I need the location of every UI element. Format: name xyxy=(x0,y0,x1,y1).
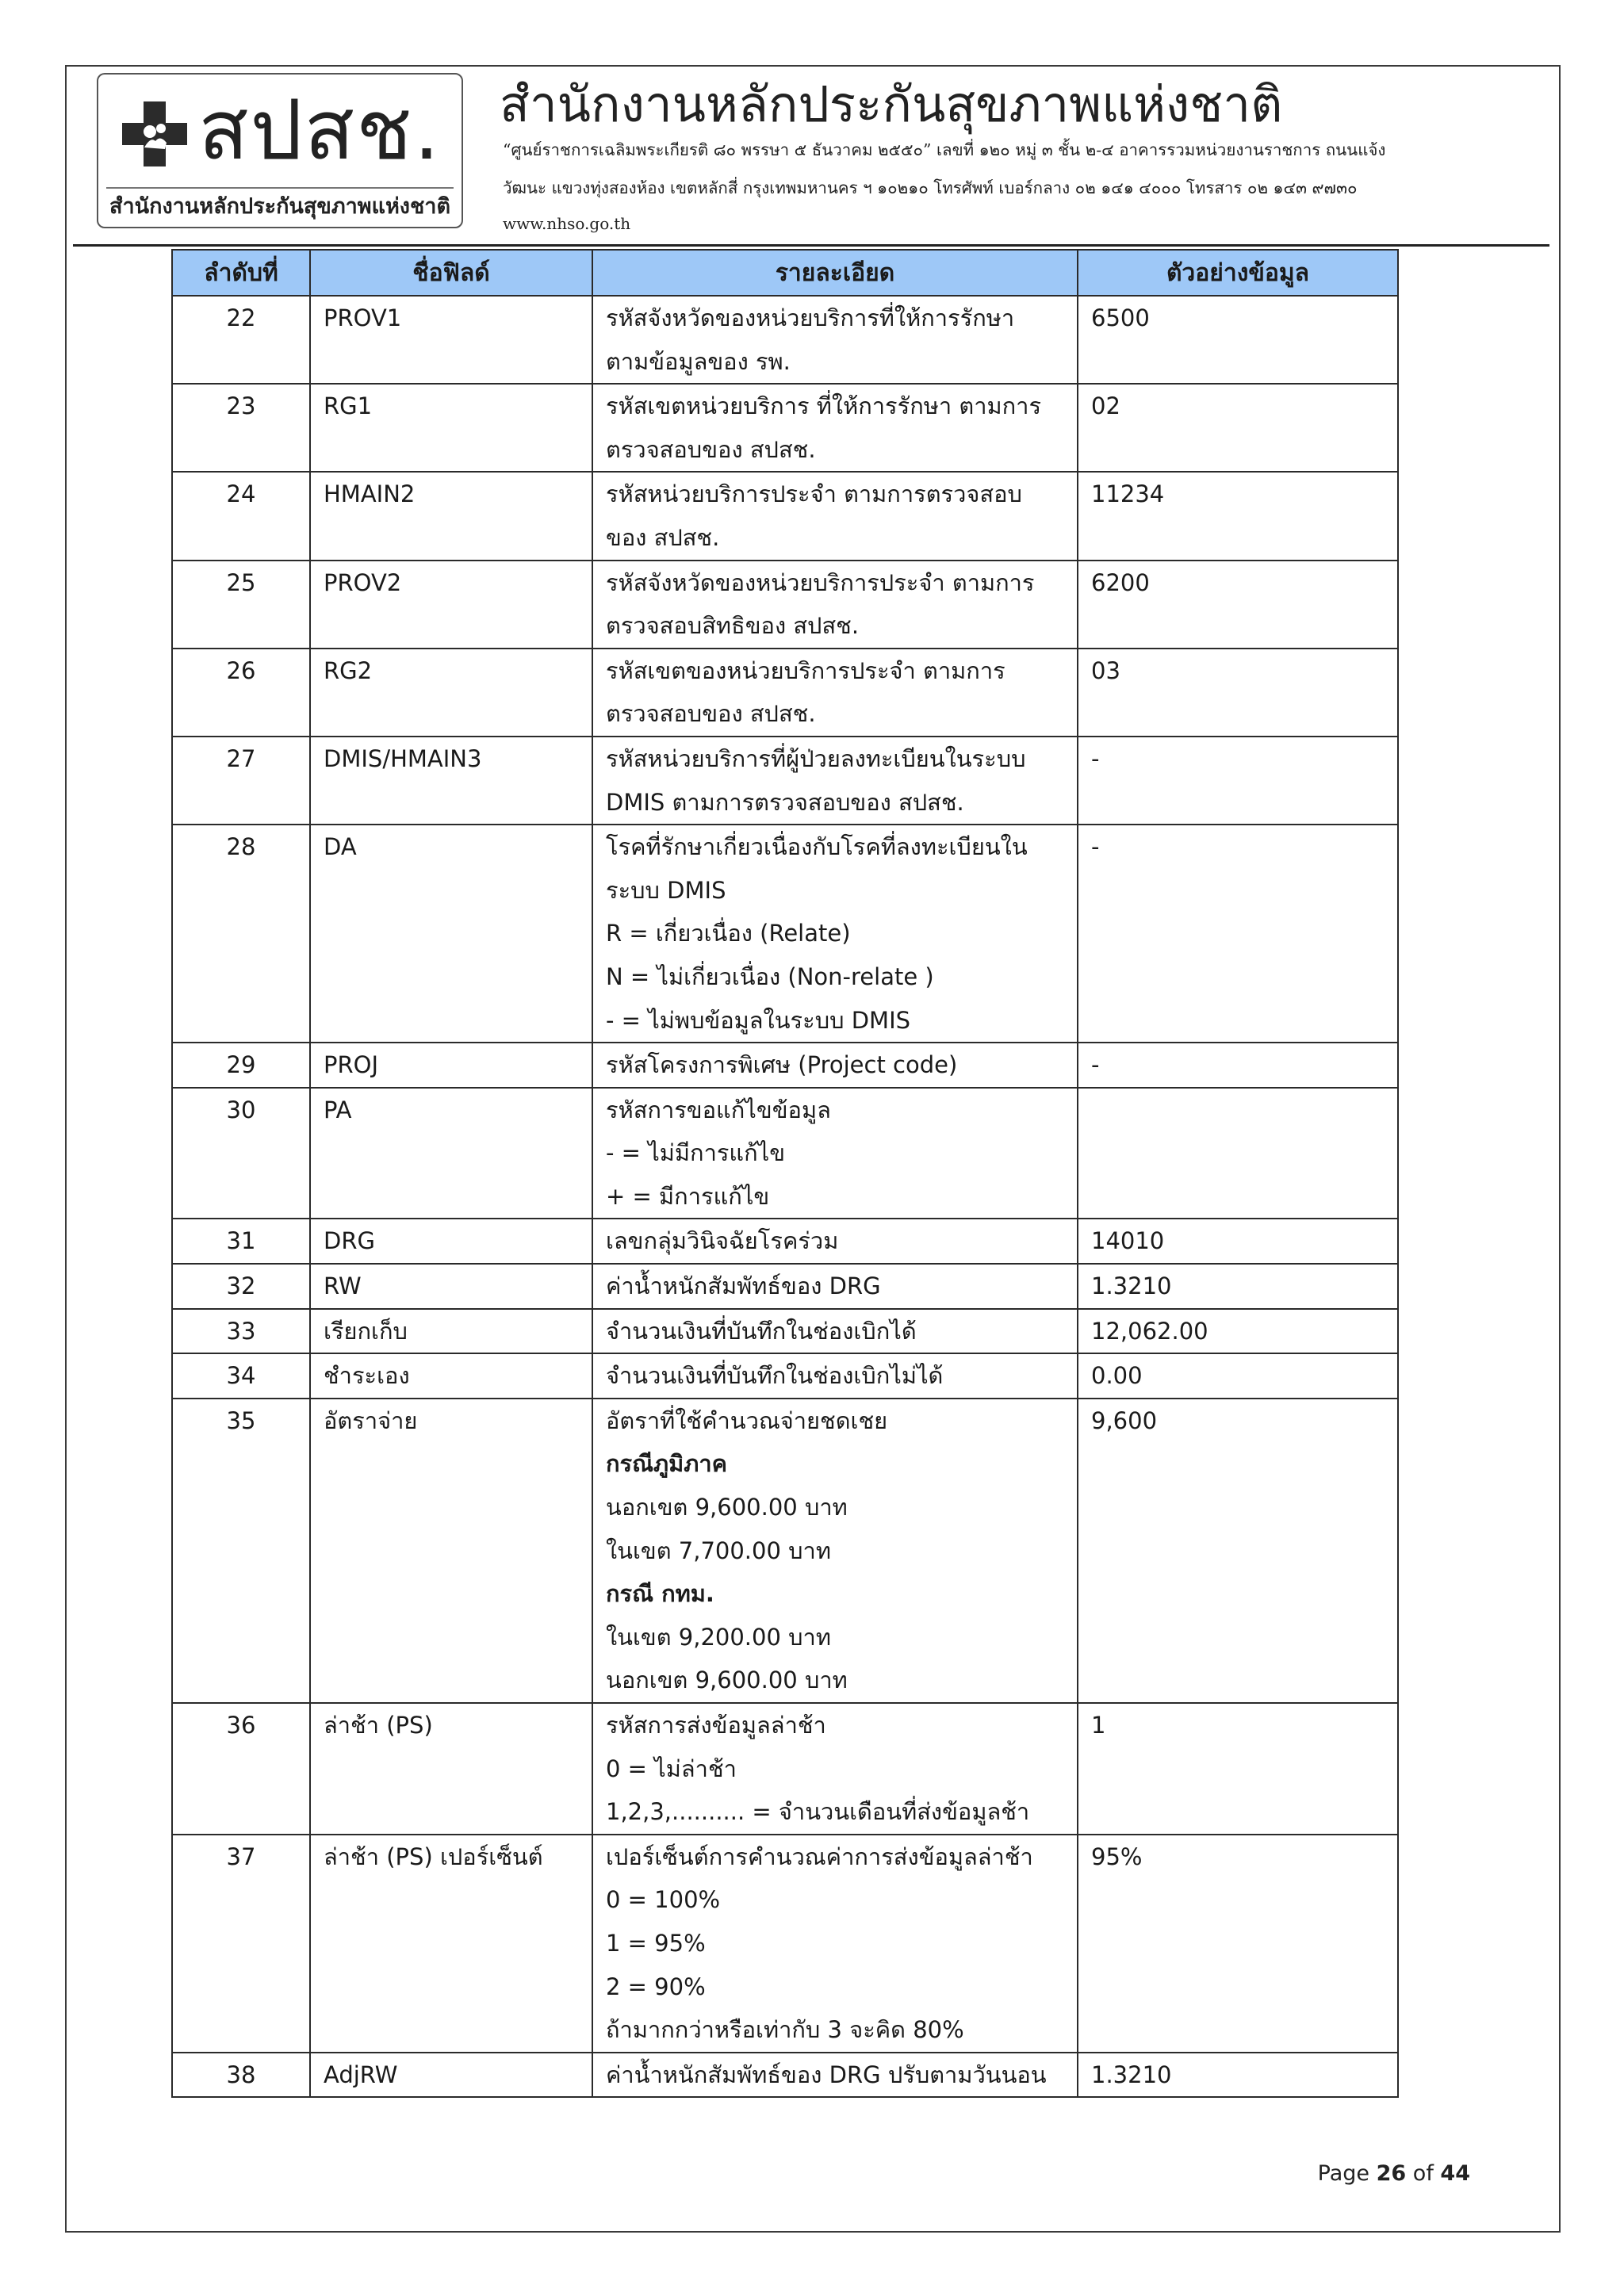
example-value: 0.00 xyxy=(1091,1362,1143,1390)
example-value: 6200 xyxy=(1091,568,1150,596)
order-number: 27 xyxy=(226,744,256,772)
agency-address-line-1: “ศูนย์ราชการเฉลิมพระเกียรติ ๘๐ พรรษา ๕ ธันวาคม ๒๕๕๐” เลขที่ ๑๒๐ หมู่ ๓ ชั้น ๒-๔ อาคารรวมหน่วยงานราชการ ถนนแจ้ง xyxy=(503,140,1386,159)
table-header-row xyxy=(172,250,1398,296)
example-value xyxy=(1091,1089,1385,1132)
detail-line: DMIS ตามการตรวจสอบของ สปสช. xyxy=(606,788,964,816)
field-name: DRG xyxy=(324,1227,375,1255)
cell-order xyxy=(172,561,310,649)
detail-line: นอกเขต 9,600.00 บาท xyxy=(606,1667,848,1694)
cell-detail xyxy=(592,296,1078,384)
agency-address-line-2: วัฒนะ แขวงทุ่งสองห้อง เขตหลักสี่ กรุงเทพมหานคร ฯ ๑๐๒๑๐ โทรศัพท์ เบอร์กลาง ๐๒ ๑๔๑ ๔๐๐๐ โทรสาร ๐๒ ๑๔๓ ๙๗๓๐ xyxy=(503,178,1358,197)
order-number: 29 xyxy=(226,1051,256,1079)
cell-detail xyxy=(592,384,1078,472)
table-row xyxy=(172,384,1398,472)
table-row xyxy=(172,1088,1398,1219)
cell-example xyxy=(1078,825,1398,1043)
cell-field-name xyxy=(310,2053,592,2098)
field-name: DMIS/HMAIN3 xyxy=(324,744,482,772)
cell-order xyxy=(172,472,310,560)
cell-example xyxy=(1078,472,1398,560)
table-row xyxy=(172,296,1398,384)
table-row xyxy=(172,2053,1398,2098)
order-number: 35 xyxy=(226,1406,256,1434)
detail-line: จำนวนเงินที่บันทึกในช่องเบิกไม่ได้ xyxy=(606,1362,944,1390)
order-number: 36 xyxy=(226,1712,256,1739)
table-row xyxy=(172,561,1398,649)
field-name: ล่าช้า (PS) เปอร์เซ็นต์ xyxy=(324,1843,543,1870)
detail-line: เลขกลุ่มวินิจฉัยโรคร่วม xyxy=(606,1227,839,1255)
order-number: 28 xyxy=(226,833,256,861)
column-header-order: ลำดับที่ xyxy=(172,250,310,296)
detail-line: รหัสการส่งข้อมูลล่าช้า xyxy=(606,1712,826,1739)
order-number: 25 xyxy=(226,568,256,596)
detail-line: ตรวจสอบของ สปสช. xyxy=(606,435,816,463)
cell-example xyxy=(1078,1088,1398,1219)
page-current: 26 xyxy=(1376,2161,1407,2186)
order-number: 24 xyxy=(226,480,256,508)
cell-detail xyxy=(592,1043,1078,1088)
example-value: - xyxy=(1091,744,1100,772)
cell-order xyxy=(172,737,310,825)
cell-field-name xyxy=(310,1264,592,1309)
cell-example xyxy=(1078,1399,1398,1703)
example-value: 6500 xyxy=(1091,304,1150,331)
field-name: PROJ xyxy=(324,1051,379,1079)
table-body xyxy=(172,296,1398,2097)
cell-field-name xyxy=(310,1835,592,2053)
field-name: RG2 xyxy=(324,656,373,684)
detail-line: + = มีการแก้ไข xyxy=(606,1182,770,1210)
agency-title: สำนักงานหลักประกันสุขภาพแห่งชาติ xyxy=(500,75,1283,133)
field-name: HMAIN2 xyxy=(324,480,416,508)
column-header-field-name: ชื่อฟิลด์ xyxy=(310,250,592,296)
example-value: 1.3210 xyxy=(1091,1272,1172,1300)
cell-field-name xyxy=(310,1088,592,1219)
example-value: - xyxy=(1091,833,1100,861)
cell-field-name xyxy=(310,737,592,825)
example-value: 03 xyxy=(1091,656,1120,684)
order-number: 32 xyxy=(226,1272,256,1300)
table-row xyxy=(172,1043,1398,1088)
column-header-detail: รายละเอียด xyxy=(592,250,1078,296)
table-row xyxy=(172,649,1398,737)
cell-field-name xyxy=(310,825,592,1043)
example-value: 1.3210 xyxy=(1091,2061,1172,2088)
field-name: AdjRW xyxy=(324,2061,398,2088)
field-name: PROV1 xyxy=(324,304,402,331)
cell-detail xyxy=(592,825,1078,1043)
cell-field-name xyxy=(310,1353,592,1399)
detail-line: R = เกี่ยวเนื่อง (Relate) xyxy=(606,920,851,947)
field-name: DA xyxy=(324,833,357,861)
cell-example xyxy=(1078,561,1398,649)
cell-detail xyxy=(592,472,1078,560)
page-number xyxy=(1318,2161,1470,2186)
detail-line: ตามข้อมูลของ รพ. xyxy=(606,347,791,375)
detail-line: 0 = 100% xyxy=(606,1886,721,1914)
detail-line: รหัสโครงการพิเศษ (Project code) xyxy=(606,1051,958,1079)
detail-line: รหัสการขอแก้ไขข้อมูล xyxy=(606,1096,831,1123)
cell-order xyxy=(172,825,310,1043)
page-of: of xyxy=(1412,2161,1434,2186)
cell-example xyxy=(1078,296,1398,384)
cell-order xyxy=(172,1219,310,1264)
cell-order xyxy=(172,1309,310,1354)
cell-field-name xyxy=(310,384,592,472)
nhso-cross-logo-icon xyxy=(122,101,187,166)
page-total: 44 xyxy=(1440,2161,1470,2186)
field-name: PA xyxy=(324,1096,352,1123)
detail-line: 0 = ไม่ล่าช้า xyxy=(606,1755,737,1782)
cell-field-name xyxy=(310,561,592,649)
header-divider xyxy=(73,244,1549,247)
cell-example xyxy=(1078,1703,1398,1835)
logo-abbreviation: สปสช. xyxy=(198,82,442,178)
detail-line: นอกเขต 9,600.00 บาท xyxy=(606,1494,848,1521)
cell-field-name xyxy=(310,1219,592,1264)
nhso-logo xyxy=(97,73,463,228)
cell-detail xyxy=(592,1309,1078,1354)
cell-order xyxy=(172,649,310,737)
detail-line: จำนวนเงินที่บันทึกในช่องเบิกได้ xyxy=(606,1317,917,1345)
detail-line: ตรวจสอบสิทธิของ สปสช. xyxy=(606,612,860,640)
cell-detail xyxy=(592,561,1078,649)
detail-line: รหัสจังหวัดของหน่วยบริการที่ให้การรักษา xyxy=(606,304,1015,331)
cell-example xyxy=(1078,2053,1398,2098)
field-name: เรียกเก็บ xyxy=(324,1317,408,1345)
order-number: 34 xyxy=(226,1362,256,1390)
field-name: ชำระเอง xyxy=(324,1362,410,1390)
cell-order xyxy=(172,296,310,384)
cell-detail xyxy=(592,649,1078,737)
cell-detail xyxy=(592,1353,1078,1399)
cell-order xyxy=(172,1703,310,1835)
cell-detail xyxy=(592,2053,1078,2098)
detail-line: กรณี กทม. xyxy=(606,1580,714,1608)
cell-example xyxy=(1078,1309,1398,1354)
detail-line: อัตราที่ใช้คำนวณจ่ายชดเชย xyxy=(606,1406,888,1434)
field-name: ล่าช้า (PS) xyxy=(324,1712,433,1739)
detail-line: - = ไม่พบข้อมูลในระบบ DMIS xyxy=(606,1006,911,1034)
detail-line: ถ้ามากกว่าหรือเท่ากับ 3 จะคิด 80% xyxy=(606,2016,964,2044)
order-number: 33 xyxy=(226,1317,256,1345)
field-spec-table xyxy=(171,249,1399,2098)
logo-caption: สำนักงานหลักประกันสุขภาพแห่งชาติ xyxy=(106,187,454,224)
example-value: 95% xyxy=(1091,1843,1143,1870)
order-number: 30 xyxy=(226,1096,256,1123)
cell-example xyxy=(1078,1043,1398,1088)
detail-line: - = ไม่มีการแก้ไข xyxy=(606,1139,786,1167)
detail-line: ในเขต 9,200.00 บาท xyxy=(606,1623,831,1651)
detail-line: N = ไม่เกี่ยวเนื่อง (Non-relate ) xyxy=(606,962,934,990)
cell-field-name xyxy=(310,1399,592,1703)
example-value: 12,062.00 xyxy=(1091,1317,1208,1345)
table-row xyxy=(172,1219,1398,1264)
example-value: 1 xyxy=(1091,1712,1106,1739)
logo-top xyxy=(98,75,462,182)
cell-detail xyxy=(592,1703,1078,1835)
page-label: Page xyxy=(1317,2161,1370,2186)
cell-detail xyxy=(592,1088,1078,1219)
field-name: RW xyxy=(324,1272,362,1300)
table-row xyxy=(172,825,1398,1043)
detail-line: รหัสเขตหน่วยบริการ ที่ให้การรักษา ตามการ xyxy=(606,392,1042,420)
cell-field-name xyxy=(310,296,592,384)
order-number: 26 xyxy=(226,656,256,684)
cell-field-name xyxy=(310,1703,592,1835)
field-name: อัตราจ่าย xyxy=(324,1406,418,1434)
cell-order xyxy=(172,1088,310,1219)
cell-detail xyxy=(592,1219,1078,1264)
field-name: PROV2 xyxy=(324,568,402,596)
field-name: RG1 xyxy=(324,392,373,420)
detail-line: ค่าน้ำหนักสัมพัทธ์ของ DRG ปรับตามวันนอน xyxy=(606,2061,1047,2088)
detail-line: 1,2,3,.......... = จำนวนเดือนที่ส่งข้อมูลช้า xyxy=(606,1798,1030,1826)
cell-example xyxy=(1078,1264,1398,1309)
order-number: 22 xyxy=(226,304,256,331)
detail-line: ระบบ DMIS xyxy=(606,876,726,904)
detail-line: รหัสหน่วยบริการที่ผู้ป่วยลงทะเบียนในระบบ xyxy=(606,744,1026,772)
detail-line: ค่าน้ำหนักสัมพัทธ์ของ DRG xyxy=(606,1272,881,1300)
order-number: 37 xyxy=(226,1843,256,1870)
detail-line: รหัสหน่วยบริการประจำ ตามการตรวจสอบ xyxy=(606,480,1022,508)
cell-field-name xyxy=(310,1309,592,1354)
table-row xyxy=(172,1264,1398,1309)
cell-example xyxy=(1078,1219,1398,1264)
cell-field-name xyxy=(310,472,592,560)
table-row xyxy=(172,1353,1398,1399)
detail-line: รหัสจังหวัดของหน่วยบริการประจำ ตามการ xyxy=(606,568,1035,596)
table-row xyxy=(172,1835,1398,2053)
cell-order xyxy=(172,1264,310,1309)
cell-detail xyxy=(592,1399,1078,1703)
cell-order xyxy=(172,1353,310,1399)
order-number: 23 xyxy=(226,392,256,420)
detail-line: กรณีภูมิภาค xyxy=(606,1450,728,1478)
detail-line: ของ สปสช. xyxy=(606,523,720,551)
order-number: 38 xyxy=(226,2061,256,2088)
detail-line: โรคที่รักษาเกี่ยวเนื่องกับโรคที่ลงทะเบียนใน xyxy=(606,833,1028,861)
cell-example xyxy=(1078,1835,1398,2053)
detail-line: รหัสเขตของหน่วยบริการประจำ ตามการ xyxy=(606,656,1005,684)
cell-field-name xyxy=(310,1043,592,1088)
cell-example xyxy=(1078,649,1398,737)
detail-line: 1 = 95% xyxy=(606,1929,706,1957)
table-row xyxy=(172,472,1398,560)
table-row xyxy=(172,1703,1398,1835)
detail-line: ในเขต 7,700.00 บาท xyxy=(606,1536,831,1564)
cell-example xyxy=(1078,384,1398,472)
cell-order xyxy=(172,1835,310,2053)
table-row xyxy=(172,1399,1398,1703)
table-row xyxy=(172,737,1398,825)
cell-detail xyxy=(592,1835,1078,2053)
cell-detail xyxy=(592,737,1078,825)
cell-field-name xyxy=(310,649,592,737)
table-row xyxy=(172,1309,1398,1354)
example-value: 11234 xyxy=(1091,480,1165,508)
cell-order xyxy=(172,1399,310,1703)
order-number: 31 xyxy=(226,1227,256,1255)
detail-line: 2 = 90% xyxy=(606,1973,706,2000)
cell-example xyxy=(1078,1353,1398,1399)
example-value: - xyxy=(1091,1051,1100,1079)
cell-order xyxy=(172,1043,310,1088)
example-value: 02 xyxy=(1091,392,1120,420)
cell-example xyxy=(1078,737,1398,825)
example-value: 9,600 xyxy=(1091,1406,1158,1434)
cell-order xyxy=(172,2053,310,2098)
agency-website: www.nhso.go.th xyxy=(503,214,631,233)
detail-line: เปอร์เซ็นต์การคำนวณค่าการส่งข้อมูลล่าช้า xyxy=(606,1843,1033,1870)
detail-line: ตรวจสอบของ สปสช. xyxy=(606,700,816,728)
example-value: 14010 xyxy=(1091,1227,1165,1255)
cell-order xyxy=(172,384,310,472)
cell-detail xyxy=(592,1264,1078,1309)
column-header-example: ตัวอย่างข้อมูล xyxy=(1078,250,1398,296)
